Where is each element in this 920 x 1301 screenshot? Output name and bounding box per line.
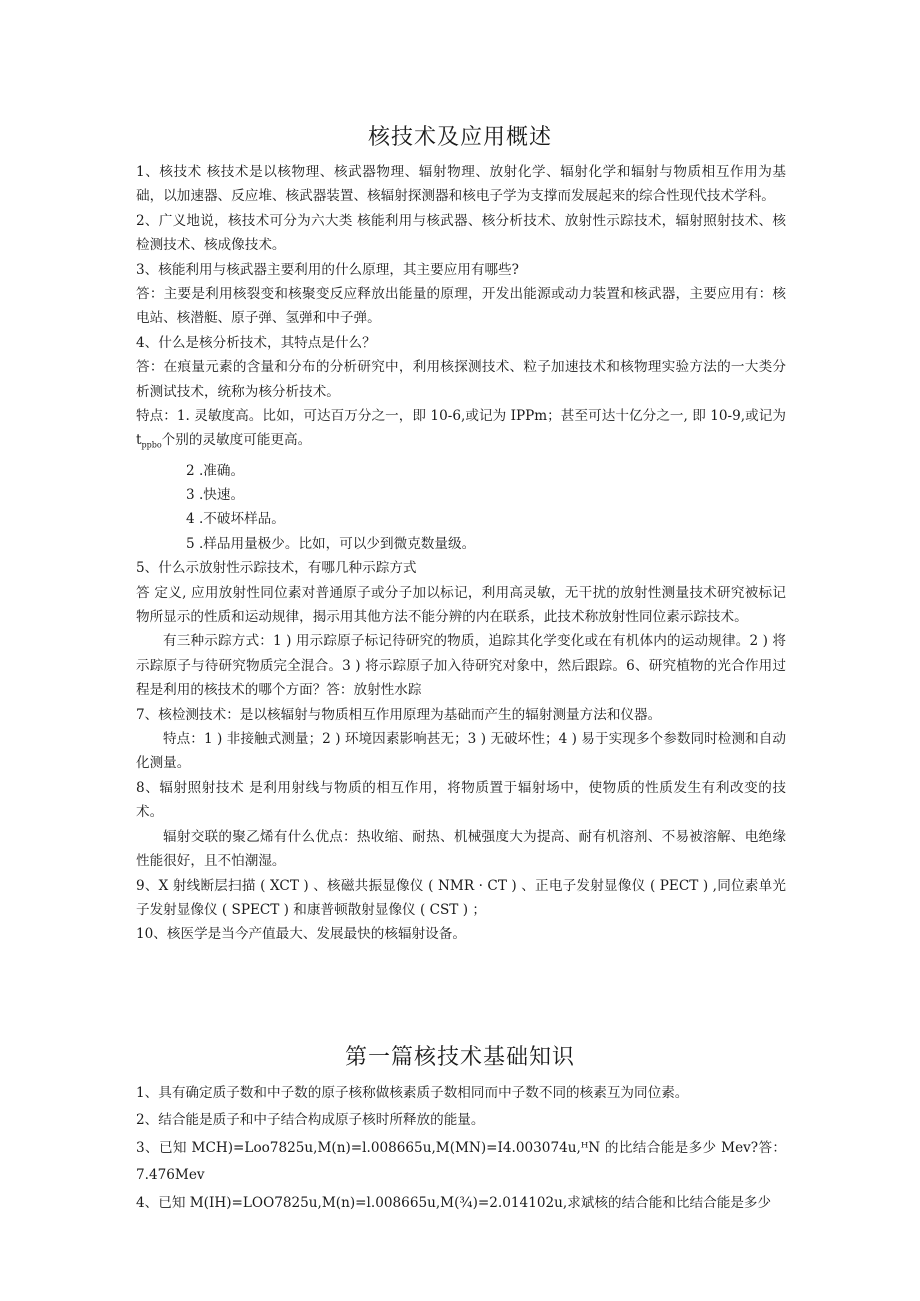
- section-body: [136, 1080, 786, 1217]
- features-paragraph: [136, 404, 786, 459]
- section-body: [136, 160, 786, 947]
- indented-paragraph: 辐射交联的聚乙烯有什么优点：热收缩、耐热、机械强度大为提高、耐有机溶剂、不易被溶解、电绝缘性能很好，且不怕潮湿。: [136, 828, 786, 870]
- paragraph: 7、核检测技术：是以核辐射与物质相互作用原理为基础而产生的辐射测量方法和仪器。: [136, 706, 662, 723]
- list-item: 4 .不破坏样品。: [186, 511, 285, 528]
- paragraph: 1、具有确定质子数和中子数的原子核称做核素质子数相同而中子数不同的核素互为同位素。: [136, 1085, 689, 1101]
- paragraph: 10、核医学是当今产值最大、发展最快的核辐射设备。: [136, 926, 466, 943]
- paragraph: 1、核技术 核技术是以核物理、核武器物理、辐射物理、放射化学、辐射化学和辐射与物质相互作用为基础，以加速器、反应堆、核武器装置、核辐射探测器和核电子学为支撑而发展起来的综合性现代技术学科。: [136, 164, 786, 205]
- feature-text: 特点：1. 灵敏度高。比如，可达百万分之一，即 10-6,或记为 IPPm；甚至可达十亿分之一, 即 10-9,或记为 t: [136, 408, 786, 449]
- answer: 答：主要是利用核裂变和核聚变反应释放出能量的原理，开发出能源或动力装置和核武器，主要应用有：核电站、核潜艇、原子弹、氢弹和中子弹。: [136, 286, 786, 327]
- section-title: 核技术及应用概述: [367, 125, 552, 150]
- feature-subscript: ppbo: [141, 441, 162, 451]
- paragraph: 8、辐射照射技术 是利用射线与物质的相互作用，将物质置于辐射场中，使物质的性质发生有利改变的技术。: [136, 779, 786, 821]
- paragraph: 2、结合能是质子和中子结合构成原子核时所释放的能量。: [136, 1112, 485, 1129]
- paragraph: 2、广义地说，核技术可分为六大类 核能利用与核武器、核分析技术、放射性示踪技术，辐射照射技术、核检测技术、核成像技术。: [136, 212, 786, 254]
- question: 5、什么示放射性示踪技术，有哪几种示踪方式: [136, 560, 417, 577]
- section-title: 第一篇核技术基础知识: [344, 1045, 575, 1070]
- paragraph: 9、X 射线断层扫描 ( XCT ) 、核磁共振显像仪 ( NMR · CT ) 、正电子发射显像仪 ( PECT ) ,同位素单光子发射显像仪 ( SPECT ) 和康普顿散射显像仪 ( CST ) ；: [136, 877, 786, 918]
- paragraph: 3、已知 MCH)=Loo7825u,M(n)=l.008665u,M(MN)=I4.003074u,ᴴN 的比结合能是多少 Mev?答：7.476Mev: [136, 1139, 786, 1184]
- question: 4、什么是核分析技术，其特点是什么？: [136, 334, 376, 351]
- indented-paragraph: 特点：1 ) 非接触式测量；2 ) 环境因素影响甚无；3 ) 无破坏性；4 ) 易于实现多个参数同时检测和自动化测量。: [136, 731, 786, 772]
- list-item: 3 .快速。: [186, 487, 245, 503]
- question: 3、核能利用与核武器主要利用的什么原理，其主要应用有哪些?: [136, 261, 519, 278]
- paragraph: 4、已知 M(IH)=LOO7825u,M(n)=l.008665u,M(¾)=2.014102u,求斌核的结合能和比结合能是多少: [136, 1194, 772, 1211]
- answer: 答：在痕量元素的含量和分布的分析研究中，利用核探测技术、粒子加速技术和核物理实验方法的一大类分析测试技术，统称为核分析技术。: [136, 359, 786, 400]
- list-item: 2 .准确。: [186, 462, 245, 479]
- answer: 答 定义, 应用放射性同位素对普通原子或分子加以标记，利用高灵敏，无干扰的放射性测量技术研究被标记物所显示的性质和运动规律，揭示用其他方法不能分辨的内在联系，此技术称放射性同位素示踪技术。: [136, 584, 786, 626]
- feature-text-end: 个别的灵敏度可能更高。: [161, 432, 312, 449]
- list-item: 5 .样品用量极少。比如，可以少到微克数量级。: [186, 535, 476, 552]
- indented-paragraph: 有三种示踪方式：1 ) 用示踪原子标记待研究的物质，追踪其化学变化或在有机体内的运动规律。2 ) 将示踪原子与待研究物质完全混合。3 ) 将示踪原子加入待研究对象中，然后跟踪。6、研究植物的光合作用过程是利用的核技术的哪个方面？答：放射性水踪: [136, 633, 786, 699]
